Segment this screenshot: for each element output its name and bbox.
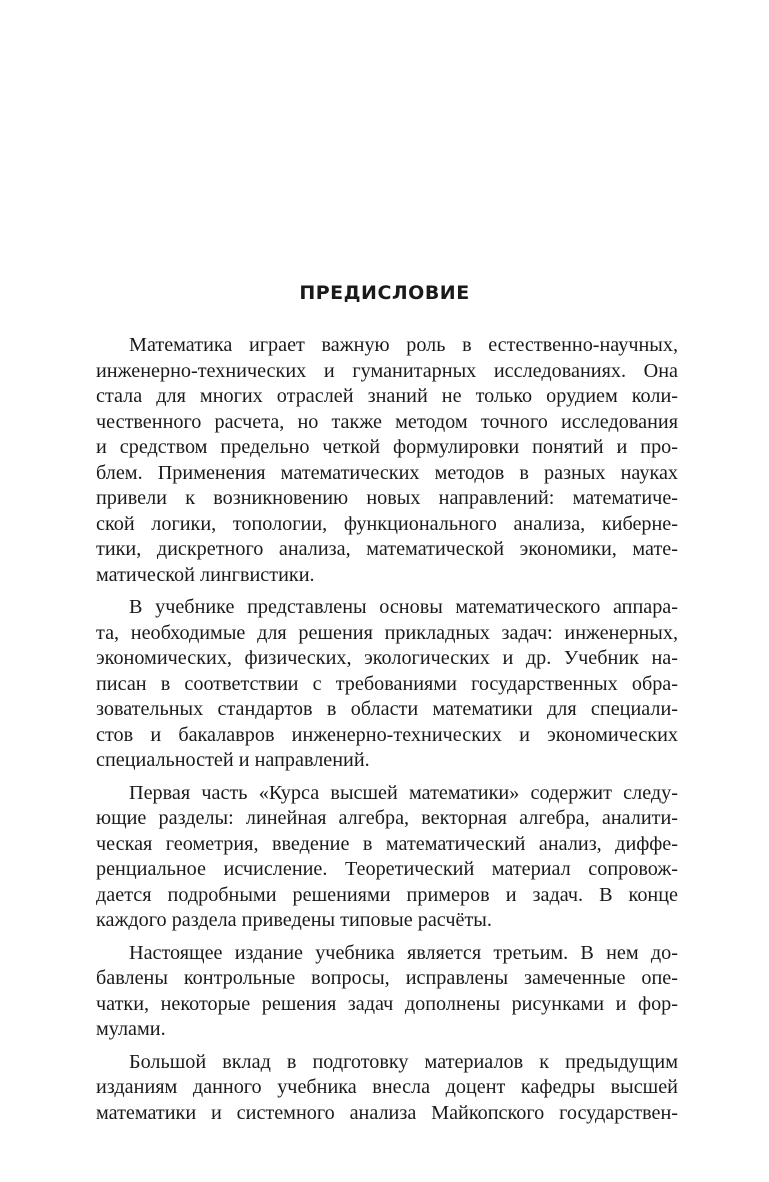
text-line: блем. Применения математических методов в разных науках	[96, 461, 678, 484]
text-line: мулами.	[96, 1018, 166, 1040]
text-line: чатки, некоторые решения задач дополнены рисунками и фор-	[96, 992, 678, 1015]
text-line: писан в соответствии с требованиями государственных обра-	[96, 672, 678, 695]
text-line: специальностей и направлений.	[96, 749, 370, 771]
paragraph-2	[96, 595, 678, 774]
text-line: Настоящее издание учебника является третьим. В нем до-	[129, 941, 678, 964]
text-line: зовательных стандартов в области математики для специали-	[96, 698, 678, 720]
text-line: бавлены контрольные вопросы, исправлены замеченные опе-	[96, 967, 678, 989]
text-line: и средством предельно четкой формулировки понятий и про-	[96, 436, 678, 458]
text-line: дается подробными решениями примеров и задач. В конце	[96, 883, 678, 906]
paragraph-5	[96, 1050, 678, 1127]
paragraph-3	[96, 781, 678, 934]
text-line: инженерно-технических и гуманитарных исследованиях. Она	[96, 359, 678, 382]
text-line: матической лингвистики.	[96, 563, 315, 586]
text-line: стов и бакалавров инженерно-технических и экономических	[96, 723, 678, 746]
text-line: ской логики, топологии, функционального анализа, киберне-	[96, 512, 678, 535]
text-line: чественного расчета, но также методом точного исследования	[96, 410, 678, 433]
text-line: ющие разделы: линейная алгебра, векторная алгебра, аналити-	[96, 807, 678, 829]
text-line: Первая часть «Курса высшей математики» содержит следу-	[129, 781, 678, 804]
text-line: математики и системного анализа Майкопского государствен-	[96, 1101, 678, 1124]
text-line: В учебнике представлены основы математического аппара-	[129, 596, 678, 618]
text-line: привели к возникновению новых направлений: математиче-	[96, 487, 678, 509]
text-line: экономических, физических, экологических и др. Учебник на-	[96, 647, 678, 669]
text-line: ренциальное исчисление. Теоретический материал сопровож-	[96, 858, 678, 880]
text-line: стала для многих отраслей знаний не только орудием коли-	[96, 385, 678, 407]
text-line: тики, дискретного анализа, математической экономики, мате-	[96, 538, 678, 560]
page-title: ПРЕДИСЛОВИЕ	[299, 282, 470, 304]
text-line: изданиям данного учебника внесла доцент кафедры высшей	[96, 1076, 678, 1098]
paragraph-4	[96, 941, 678, 1043]
text-line: та, необходимые для решения прикладных задач: инженерных,	[96, 621, 678, 644]
paragraph-1	[96, 333, 678, 588]
body-text	[96, 333, 678, 1126]
text-line: ческая геометрия, введение в математический анализ, диффе-	[96, 832, 678, 855]
text-line: Большой вклад в подготовку материалов к предыдущим	[129, 1050, 678, 1073]
text-line: каждого раздела приведены типовые расчёты.	[96, 909, 492, 931]
text-line: Математика играет важную роль в естественно-научных,	[129, 334, 678, 356]
